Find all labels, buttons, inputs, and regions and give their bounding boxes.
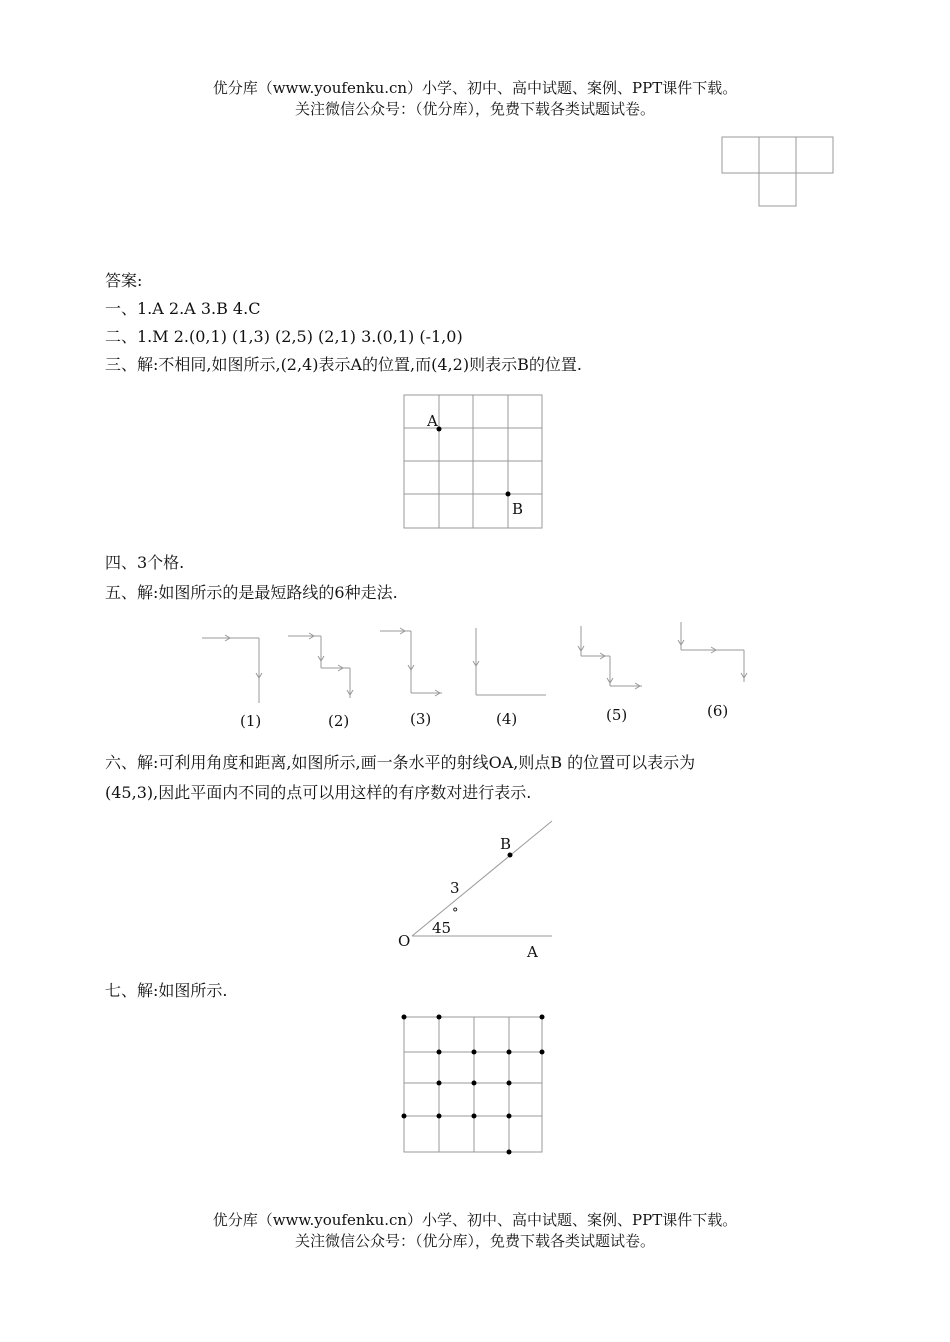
grid-dot (507, 1150, 512, 1155)
grid-dot (507, 1081, 512, 1086)
point-b (508, 853, 513, 858)
grid-dot (507, 1050, 512, 1055)
header-line-2: 关注微信公众号：（优分库），免费下载各类试题试卷。 (294, 100, 655, 118)
route-label-5: (5) (606, 706, 628, 724)
answer-section-2: 二、1.M 2.(0,1) (1,3) (2,5) (2,1) 3.(0,1) (-1,0) (105, 327, 463, 346)
grid-dot (540, 1050, 545, 1055)
grid-dot (472, 1114, 477, 1119)
answer-section-4: 四、3个格. (105, 553, 185, 572)
answer-section-6-line-1: 六、解:可利用角度和距离,如图所示,画一条水平的射线OA,则点B 的位置可以表示为 (105, 753, 696, 772)
cube-net-figure (715, 132, 840, 212)
route-6 (678, 622, 747, 682)
label-a: A (427, 412, 438, 430)
degree-mark: ° (452, 906, 459, 921)
grid-dot (472, 1050, 477, 1055)
route-label-2: (2) (328, 712, 350, 730)
grid-dot (437, 1114, 442, 1119)
answer-section-3: 三、解:不相同,如图所示,(2,4)表示A的位置,而(4,2)则表示B的位置. (105, 355, 582, 374)
route-label-4: (4) (496, 710, 518, 728)
distance-label: 3 (450, 879, 460, 897)
answer-section-6-line-2: (45,3),因此平面内不同的点可以用这样的有序数对进行表示. (105, 783, 532, 802)
label-b: B (500, 835, 512, 853)
route-1 (202, 635, 262, 703)
net-square-3 (796, 137, 833, 173)
route-label-3: (3) (410, 710, 432, 728)
answer-section-1: 一、1.A 2.A 3.B 4.C (105, 299, 261, 318)
point-b (506, 492, 511, 497)
grid-dot (507, 1114, 512, 1119)
grid-dot (402, 1015, 407, 1020)
routes-figure (190, 618, 760, 738)
route-3 (380, 628, 442, 696)
footer-line-1: 优分库（www.youfenku.cn）小学、初中、高中试题、案例、PPT课件下载。 (212, 1211, 738, 1229)
grid-dot (402, 1114, 407, 1119)
net-square-4 (759, 173, 796, 206)
grid-dot (437, 1015, 442, 1020)
header-line-1: 优分库（www.youfenku.cn）小学、初中、高中试题、案例、PPT课件下载。 (212, 79, 738, 97)
grid-dot (540, 1015, 545, 1020)
route-5 (578, 626, 642, 689)
angle-label: 45 (432, 919, 452, 937)
route-2 (288, 633, 353, 698)
answers-title: 答案: (105, 271, 143, 290)
route-4 (473, 628, 546, 695)
answer-section-7: 七、解:如图所示. (105, 981, 228, 1000)
label-b: B (512, 500, 524, 518)
grid-dot (437, 1081, 442, 1086)
route-label-6: (6) (707, 702, 729, 720)
net-square-2 (759, 137, 796, 173)
footer-line-2: 关注微信公众号：（优分库），免费下载各类试题试卷。 (294, 1232, 655, 1250)
dot-grid-figure (395, 1010, 555, 1160)
label-o: O (398, 932, 411, 950)
label-a: A (527, 943, 538, 961)
angle-distance-figure (390, 815, 560, 965)
net-square-1 (722, 137, 759, 173)
grid-dot (437, 1050, 442, 1055)
route-label-1: (1) (240, 712, 262, 730)
grid-dot (472, 1081, 477, 1086)
answer-section-5: 五、解:如图所示的是最短路线的6种走法. (105, 583, 398, 602)
grid-figure-ab (395, 388, 555, 533)
